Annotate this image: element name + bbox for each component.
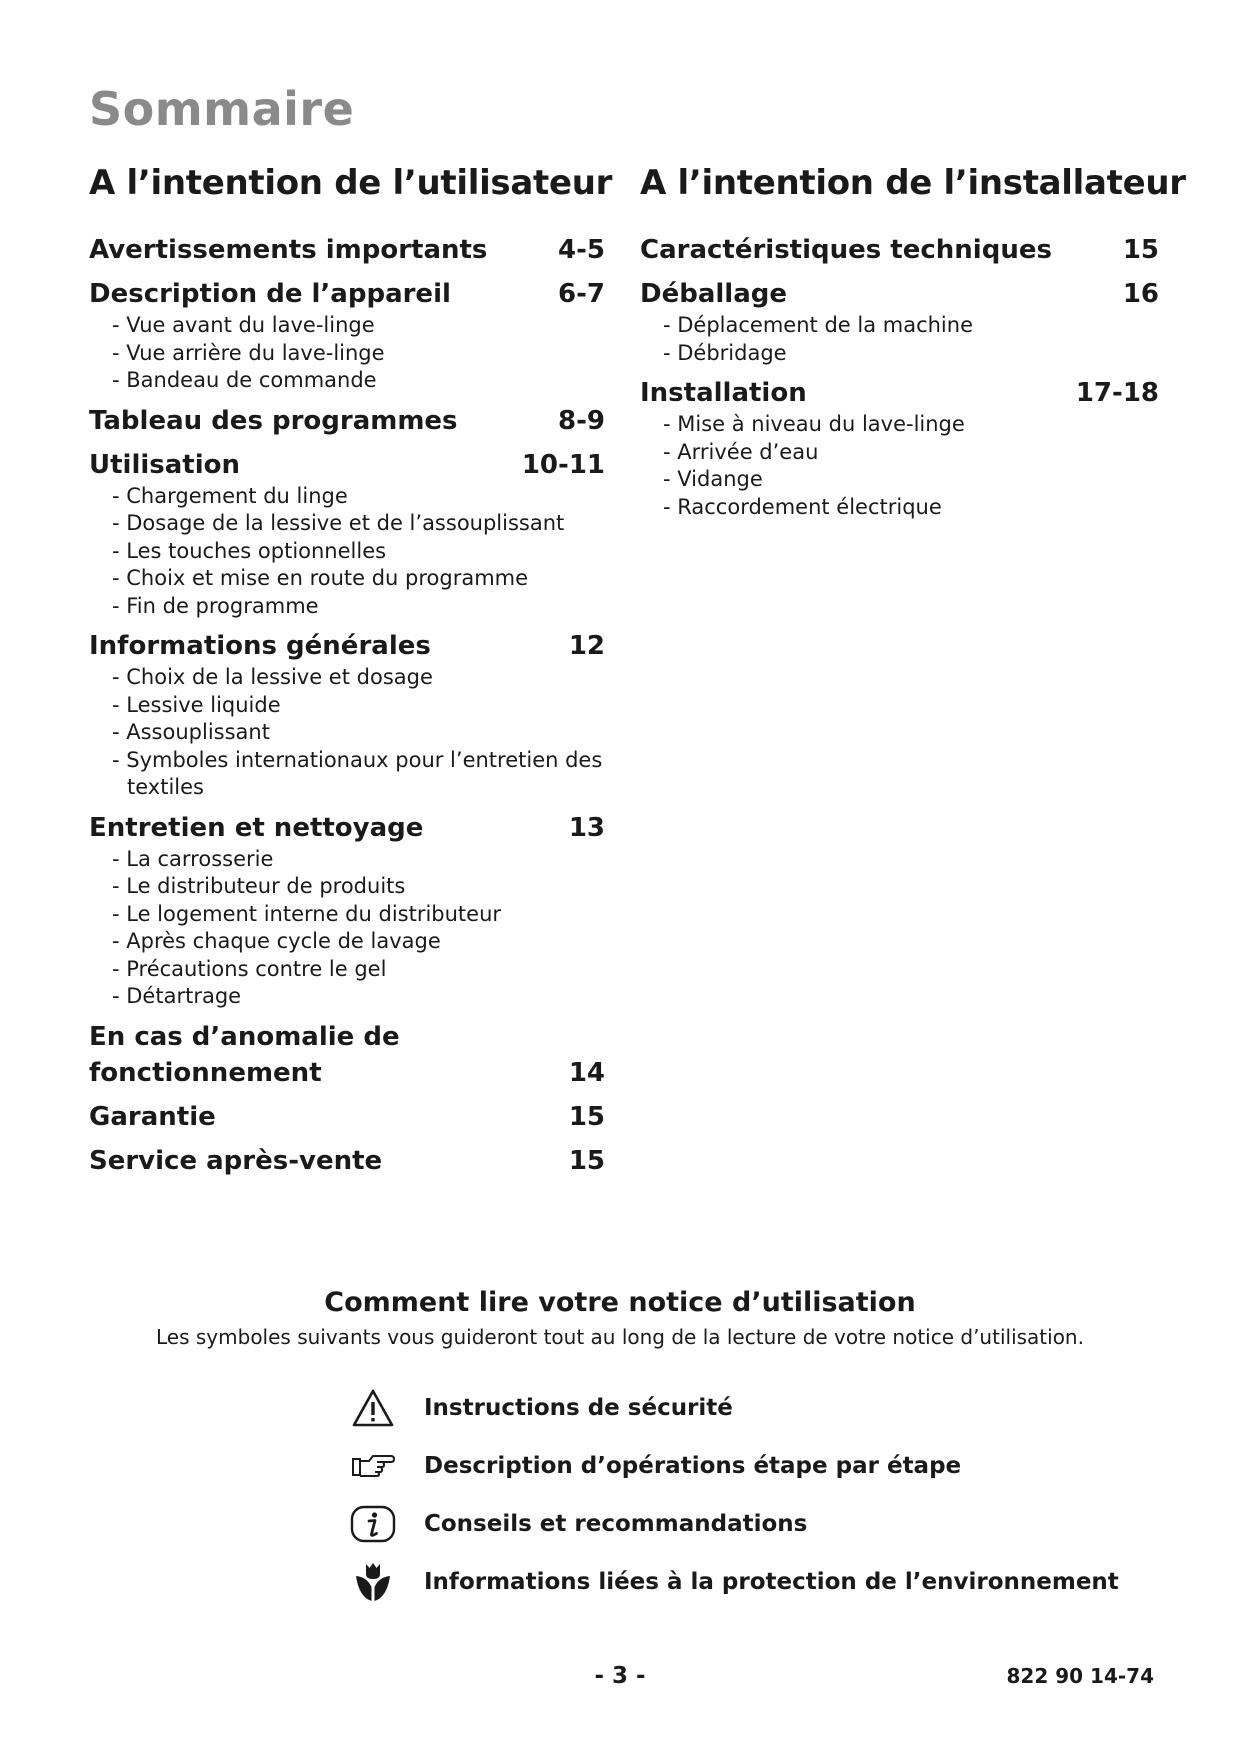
toc-section [89, 447, 605, 621]
toc-entry-title: Service après-vente [89, 1145, 383, 1176]
toc-subitem: - La carrosserie [112, 846, 274, 871]
toc-subitem: - Assouplissant [112, 720, 270, 744]
symbol-legend [348, 1379, 1119, 1611]
toc-subitem: - Symboles internationaux pour l’entretien des textiles [112, 747, 603, 799]
page-title: Sommaire [89, 82, 355, 136]
toc-section [89, 1019, 605, 1091]
toc-section [640, 276, 1159, 367]
toc-subitem: - Lessive liquide [112, 692, 281, 717]
user-section-list [89, 232, 605, 1179]
pointing-hand-icon [348, 1443, 398, 1489]
toc-entry-page: 13 [568, 812, 605, 843]
user-column [89, 160, 613, 1187]
toc-subitem-list [89, 664, 605, 802]
warning-triangle-icon [348, 1385, 398, 1431]
toc-entry-page: 17-18 [1075, 378, 1159, 408]
toc-section [89, 1099, 605, 1135]
toc-subitem: - Débridage [663, 340, 787, 365]
toc-subitem-list [89, 846, 605, 1011]
toc-subitem: - Après chaque cycle de lavage [112, 929, 441, 953]
toc-section [89, 276, 605, 395]
how-to-read-section [0, 1285, 1240, 1351]
toc-subitem: - Chargement du linge [112, 483, 348, 508]
toc-section [89, 810, 605, 1011]
toc-section [89, 232, 605, 268]
symbol-row-steps [348, 1437, 1119, 1495]
symbol-label-tips: Conseils et recommandations [424, 1511, 808, 1537]
toc-entry-title: Tableau des programmes [89, 405, 458, 436]
toc-entry-page: 16 [1122, 279, 1159, 309]
toc-subitem-list [89, 312, 605, 395]
user-column-heading: A l’intention de l’utilisateur [89, 163, 613, 203]
toc-section [89, 403, 605, 439]
toc-entry-title: Installation [640, 378, 807, 408]
toc-subitem: - Dosage de la lessive et de l’assouplissant [112, 511, 565, 535]
toc-subitem: - Fin de programme [112, 593, 319, 618]
toc-section [89, 1143, 605, 1179]
toc-subitem: - Arrivée d’eau [663, 439, 819, 464]
toc-entry[interactable] [89, 447, 605, 483]
toc-entry[interactable] [89, 276, 605, 312]
toc-subitem: - Vidange [663, 467, 763, 491]
toc-section [89, 628, 605, 802]
symbol-label-safety: Instructions de sécurité [424, 1395, 733, 1421]
symbol-row-environment [348, 1553, 1119, 1611]
toc-entry[interactable] [89, 1143, 605, 1179]
toc-entry[interactable] [89, 1099, 605, 1135]
symbol-row-safety [348, 1379, 1119, 1437]
symbol-row-tips [348, 1495, 1119, 1553]
toc-subitem: - Choix de la lessive et dosage [112, 665, 433, 689]
how-to-read-description: Les symboles suivants vous guideront tout au long de la lecture de votre notice d’utilisation. [156, 1325, 1084, 1349]
installer-section-list [640, 232, 1159, 521]
installer-column-heading: A l’intention de l’installateur [640, 163, 1186, 203]
toc-subitem: - Bandeau de commande [112, 368, 377, 392]
toc-section [640, 375, 1159, 521]
toc-subitem: - Le logement interne du distributeur [112, 901, 502, 926]
toc-entry[interactable] [89, 1019, 605, 1091]
info-icon [348, 1501, 398, 1547]
toc-entry-title: Informations générales [89, 631, 431, 661]
flower-icon [348, 1559, 398, 1605]
toc-entry-title: Entretien et nettoyage [89, 812, 424, 843]
toc-subitem: - Détartrage [112, 984, 242, 1008]
toc-entry[interactable] [89, 403, 605, 439]
toc-entry-title: Déballage [640, 279, 787, 309]
toc-subitem: - Le distributeur de produits [112, 874, 406, 898]
toc-subitem: - Raccordement électrique [663, 494, 942, 519]
toc-subitem: - Vue arrière du lave-linge [112, 340, 385, 365]
toc-entry-page: 15 [1122, 235, 1159, 265]
toc-subitem: - Choix et mise en route du programme [112, 566, 529, 590]
toc-entry[interactable] [640, 276, 1159, 312]
toc-subitem: - Déplacement de la machine [663, 313, 973, 337]
toc-section [640, 232, 1159, 268]
toc-entry-page: 15 [568, 1145, 605, 1176]
toc-entry-title: Utilisation [89, 449, 241, 480]
toc-subitem: - Mise à niveau du lave-linge [663, 412, 965, 436]
symbol-label-environment: Informations liées à la protection de l’environnement [424, 1569, 1119, 1595]
page-number: - 3 - [594, 1663, 646, 1689]
toc-entry-page: 15 [568, 1101, 605, 1132]
toc-entry[interactable] [640, 232, 1159, 268]
toc-entry-title: Description de l’appareil [89, 279, 451, 309]
symbol-label-steps: Description d’opérations étape par étape [424, 1453, 962, 1479]
toc-entry[interactable] [640, 375, 1159, 411]
toc-subitem-list [89, 483, 605, 621]
document-code: 822 90 14-74 [1006, 1664, 1154, 1688]
toc-entry-page: 8-9 [558, 405, 605, 436]
toc-subitem-list [640, 411, 1159, 521]
toc-entry-page: 6-7 [558, 279, 605, 309]
toc-entry[interactable] [89, 810, 605, 846]
toc-subitem: - Précautions contre le gel [112, 956, 387, 981]
toc-entry-page: 4-5 [558, 235, 605, 265]
toc-entry-page: 14 [568, 1057, 605, 1088]
toc-entry-title: Avertissements importants [89, 235, 488, 265]
toc-subitem: - Vue avant du lave-linge [112, 313, 375, 337]
toc-entry-title: En cas d’anomalie de fonctionnement [89, 1021, 400, 1088]
toc-entry-page: 10-11 [521, 449, 605, 480]
how-to-read-title: Comment lire votre notice d’utilisation [324, 1287, 916, 1318]
toc-subitem: - Les touches optionnelles [112, 538, 387, 563]
toc-entry-title: Caractéristiques techniques [640, 235, 1052, 265]
toc-entry[interactable] [89, 232, 605, 268]
toc-entry[interactable] [89, 628, 605, 664]
toc-subitem-list [640, 312, 1159, 367]
installer-column [640, 160, 1186, 529]
toc-entry-page: 12 [568, 631, 605, 661]
toc-entry-title: Garantie [89, 1101, 216, 1132]
